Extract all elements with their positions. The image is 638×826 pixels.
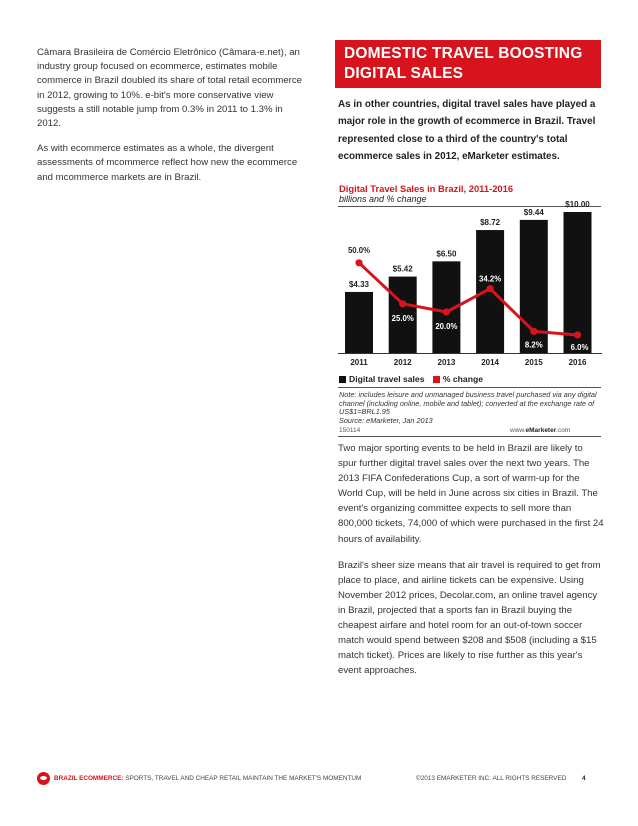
change-point-2014 <box>487 285 494 292</box>
left-paragraph-1: Câmara Brasileira de Comércio Eletrônico (Câmara-e.net), an industry group focused on ecommerce, estimates mobile commerce in Brazil doubled its share of total retail ecommerce in 2012, growing to 10%. e-bit's more conservative view suggests a still notable jump from 0.3% in 2011 to 1.3% in 2012. <box>37 47 303 130</box>
section-title-line-2: DIGITAL SALES <box>344 65 464 82</box>
change-label-2015: 8.2% <box>524 340 543 350</box>
chart-legend <box>339 374 489 384</box>
x-tick-label-2015: 2015 <box>524 358 543 367</box>
left-column <box>37 46 309 196</box>
chart-credit-prefix: www. <box>510 427 526 434</box>
body-text <box>338 441 604 689</box>
section-title-line-1: DOMESTIC TRAVEL BOOSTING <box>344 45 583 62</box>
change-label-2016: 6.0% <box>570 342 589 352</box>
legend-swatch-change <box>433 376 440 383</box>
x-tick-label-2011: 2011 <box>350 358 368 367</box>
change-point-2013 <box>443 308 450 315</box>
legend-label-change: % change <box>442 374 483 384</box>
change-label-2014: 34.2% <box>479 274 502 284</box>
intro-paragraph: As in other countries, digital travel sales have played a major role in the growth of ecommerce in Brazil. Travel represented close to a third of the country's total ecommerce sales in 2012, eMarketer estimates. <box>338 99 596 163</box>
bar-line-chart <box>338 200 602 371</box>
chart-title: Digital Travel Sales in Brazil, 2011-2016 <box>339 183 514 194</box>
section-banner <box>335 40 601 88</box>
footer-report-title <box>54 775 361 782</box>
bar-label-2014: $8.72 <box>480 218 501 228</box>
change-point-2012 <box>399 300 406 307</box>
change-point-2011 <box>355 259 362 266</box>
section-title <box>344 44 582 84</box>
footer-report-subtitle: SPORTS, TRAVEL AND CHEAP RETAIL MAINTAIN THE MARKET'S MOMENTUM <box>123 775 362 782</box>
change-label-2013: 20.0% <box>435 322 458 331</box>
change-label-2011: 50.0% <box>347 245 371 255</box>
chart-note <box>339 391 601 425</box>
chart-credit-suffix: .com <box>556 427 571 434</box>
body-paragraph-1: Two major sporting events to be held in Brazil are likely to spur further digital travel sales over the next two years. The 2013 FIFA Confederations Cup, a sort of warm-up for the World Cup, will be held in June across six cities in Brazil. The event's organizing committee expects to sell more than 800,000 tickets, 74,000 of which were purchased in the first 24 hours of availability. <box>338 443 604 545</box>
x-tick-label-2013: 2013 <box>437 358 456 367</box>
chart-mid-rule <box>338 387 601 388</box>
x-tick-label-2014: 2014 <box>481 358 499 367</box>
footer-copyright: ©2013 EMARKETER INC. ALL RIGHTS RESERVED <box>416 775 567 782</box>
chart-note-text: Note: includes leisure and unmanaged business travel purchased via any digital channel (including online, mobile and tablet); converted at the exchange rate of US$1=BRL1.95 <box>339 390 597 417</box>
chart-id: 150114 <box>339 427 361 434</box>
bar-label-2012: $5.42 <box>392 264 413 274</box>
chart-credit-brand: eMarketer <box>525 427 557 434</box>
page-footer <box>37 772 603 786</box>
bar-label-2015: $9.44 <box>523 207 544 217</box>
bar-label-2016: $10.00 <box>565 200 590 209</box>
left-paragraph-2: As with ecommerce estimates as a whole, the divergent assessments of mcommerce reflect how new the ecommerce and mcommerce markets are in Brazil. <box>37 143 298 183</box>
bar-label-2011: $4.33 <box>348 279 370 289</box>
x-tick-label-2012: 2012 <box>393 358 412 367</box>
x-tick-label-2016: 2016 <box>568 358 587 367</box>
change-label-2012: 25.0% <box>391 313 414 323</box>
chart-subtitle: billions and % change <box>339 194 427 204</box>
body-paragraph-2: Brazil's sheer size means that air travel is required to get from place to place, and airline tickets can be expensive. Using November 2012 prices, Decolar.com, an online travel agency in Brazil, projected that a sports fan in Brazil buying the cheapest airfare and hotel room for an out-of-town soccer match would spend between $208 and $508 (including a $15 match ticket). Prices are likely to rise further as this year's event approaches. <box>338 559 601 677</box>
legend-label-sales: Digital travel sales <box>349 374 425 384</box>
chart-credit <box>510 427 570 434</box>
legend-item-change <box>433 374 483 384</box>
chart-source-text: Source: eMarketer, Jan 2013 <box>339 415 433 425</box>
footer-report-label: BRAZIL ECOMMERCE: <box>54 775 124 782</box>
bar-2011 <box>345 292 373 353</box>
legend-item-sales <box>339 374 427 384</box>
page-number: 4 <box>582 775 586 782</box>
bar-label-2013: $6.50 <box>436 249 457 259</box>
change-point-2015 <box>530 328 537 335</box>
change-point-2016 <box>574 331 581 338</box>
legend-swatch-sales <box>339 376 346 383</box>
chart-bottom-rule <box>338 436 601 437</box>
emarketer-logo-icon <box>37 772 50 785</box>
